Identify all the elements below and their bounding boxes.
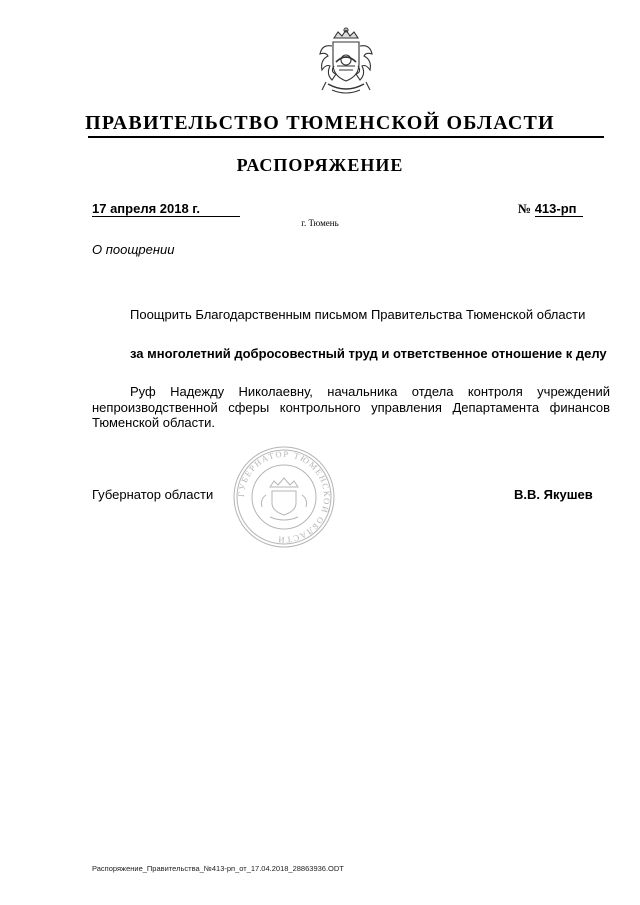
official-seal-stamp-icon [232, 445, 336, 549]
number-value: 413-рп [535, 201, 583, 217]
number-sign: № [518, 201, 532, 216]
city-label: г. Тюмень [301, 218, 339, 228]
title-underline [88, 136, 604, 138]
stamp-text: ГУБЕРНАТОР ТЮМЕНСКОЙ ОБЛАСТИ [235, 448, 333, 546]
body-paragraph-reason: за многолетний добросовестный труд и ответственное отношение к делу [130, 346, 607, 361]
footer-filename: Распоряжение_Правительства_№413-рп_от_17.04.2018_28863936.ODT [92, 864, 344, 873]
document-type: РАСПОРЯЖЕНИЕ [236, 155, 404, 175]
body-paragraph-award: Поощрить Благодарственным письмом Правительства Тюменской области [130, 307, 586, 322]
tyumen-coat-of-arms-icon [306, 24, 386, 104]
organization-title: ПРАВИТЕЛЬСТВО ТЮМЕНСКОЙ ОБЛАСТИ [85, 112, 555, 134]
document-date: 17 апреля 2018 г. [92, 201, 240, 217]
signer-position: Губернатор области [92, 487, 214, 502]
document-number [518, 201, 604, 217]
signer-name: В.В. Якушев [514, 487, 593, 502]
body-paragraph-recipient: Руф Надежду Николаевну, начальника отдела контроля учреждений непроизводственной сферы контрольного управления Департамента финансов Тюменской области. [92, 384, 610, 430]
document-subject: О поощрении [92, 242, 175, 257]
svg-text:ГУБЕРНАТОР ТЮМЕНСКОЙ ОБЛАСТИ [236, 449, 332, 545]
